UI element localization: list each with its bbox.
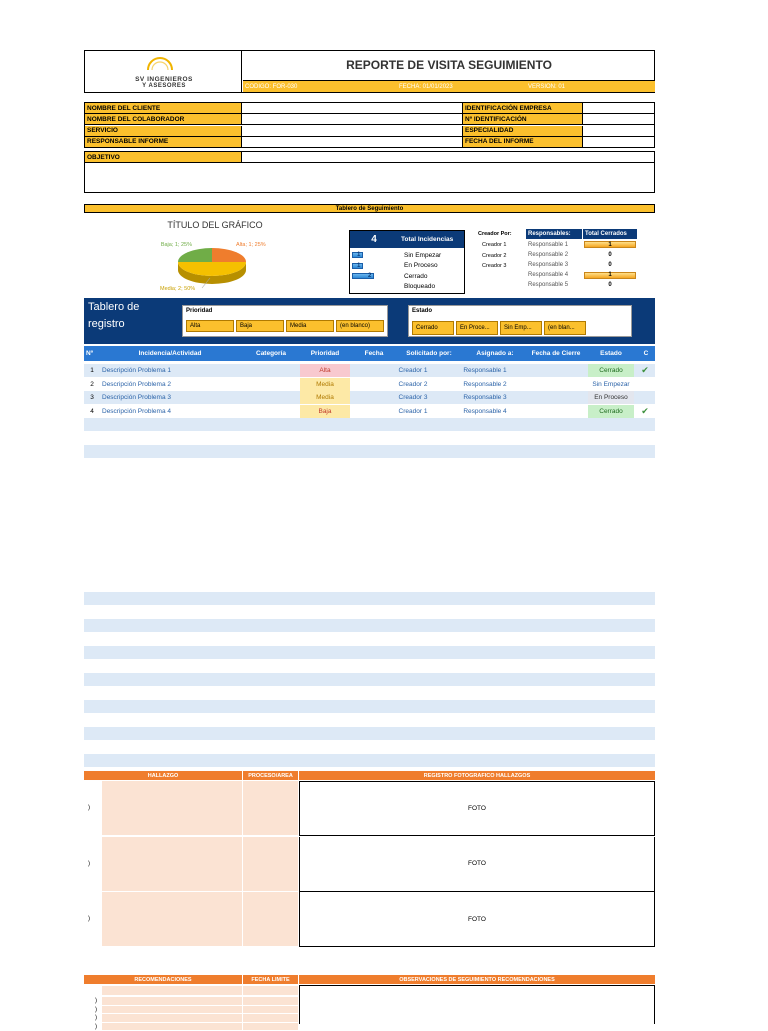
hallazgo-marker: ) [88, 916, 90, 922]
info-right-field[interactable] [583, 126, 654, 137]
row-priority[interactable]: Media [300, 378, 350, 391]
hallazgo-cell[interactable] [102, 892, 242, 946]
row-number: 2 [90, 380, 94, 388]
row-number: 3 [90, 394, 94, 401]
info-left-field[interactable] [242, 126, 462, 137]
empty-table-row[interactable] [84, 727, 655, 740]
check-icon: ✔ [641, 365, 649, 375]
cerrados-value: 0 [608, 282, 612, 289]
foto-placeholder[interactable]: FOTO [299, 781, 655, 836]
check-icon [638, 378, 652, 391]
recom-cell[interactable] [102, 1023, 242, 1031]
hallazgo-marker: ) [88, 805, 90, 811]
table-header-cell[interactable]: Incidencia/Actividad [138, 350, 202, 357]
total-value: 4 [350, 231, 398, 248]
info-right-label: Nº IDENTIFICACIÓN [462, 114, 583, 125]
info-right-field[interactable] [583, 114, 654, 125]
fecha-limite-cell[interactable] [243, 997, 298, 1005]
table-header-cell[interactable]: Nº [86, 350, 94, 357]
row-solicitado[interactable]: Creador 1 [398, 367, 428, 374]
creador-item: Creador 3 [482, 263, 507, 269]
logo [84, 50, 242, 93]
prioridad-option[interactable]: Baja [236, 320, 284, 332]
hallazgo-marker: ) [88, 860, 90, 867]
pie-label-baja: Baja; 1; 25% [160, 242, 192, 248]
header-date: FECHA: 01/01/2023 [397, 80, 526, 92]
recom-marker: ) [95, 1015, 97, 1021]
info-right-label: FECHA DEL INFORME [462, 137, 583, 148]
table-header-cell[interactable]: Prioridad [310, 350, 340, 357]
row-number: 1 [90, 367, 94, 374]
recom-marker: ) [95, 998, 97, 1004]
observaciones-box[interactable] [299, 985, 655, 1024]
proceso-cell[interactable] [243, 781, 298, 835]
status-label: En Proceso [404, 262, 438, 269]
proceso-cell[interactable] [243, 837, 298, 891]
recom-cell[interactable] [102, 997, 242, 1005]
row-asignado[interactable]: Responsable 3 [463, 394, 507, 401]
status-label: Bloqueado [404, 283, 436, 290]
pie-chart [130, 232, 350, 302]
total-label: Total Incidencias [398, 231, 464, 248]
estado-option[interactable]: (en blan... [544, 321, 586, 335]
objective-body[interactable] [84, 163, 655, 193]
row-description[interactable]: Descripción Problema 3 [102, 394, 172, 401]
info-right-field[interactable] [583, 103, 654, 114]
creador-header: Creador Por: [478, 230, 512, 237]
status-value: 1 [357, 262, 361, 269]
fecha-limite-cell[interactable] [243, 1006, 298, 1014]
proceso-cell[interactable] [243, 892, 298, 946]
info-left-field[interactable] [242, 103, 462, 114]
dashboard-title: Tablero de Seguimiento [84, 204, 655, 213]
pie-label-alta: Alta; 1; 25% [236, 242, 266, 248]
registro-title-1: Tablero de [88, 301, 140, 313]
cerrados-value: 1 [608, 272, 612, 279]
row-estado[interactable]: En Proceso [588, 391, 634, 404]
pie-label-media: Media; 2; 50% [160, 286, 196, 292]
foto-placeholder[interactable]: FOTO [299, 892, 655, 947]
header-version: VERSION: 01 [526, 80, 655, 92]
cerrados-header: Total Cerrados [583, 229, 637, 239]
empty-table-row[interactable] [84, 445, 655, 458]
table-header-cell[interactable]: Fecha [364, 350, 384, 357]
row-asignado[interactable]: Responsable 4 [463, 407, 507, 415]
row-description[interactable]: Descripción Problema 2 [102, 380, 172, 388]
row-solicitado[interactable]: Creador 2 [398, 380, 428, 388]
row-priority[interactable]: Media [300, 391, 350, 404]
status-value: 2 [368, 273, 372, 279]
responsable-item: Responsable 4 [528, 272, 569, 279]
empty-table-row[interactable] [84, 646, 655, 659]
logo-text-2: Y ASESORES [142, 83, 186, 89]
recomendaciones-header: RECOMENDACIONES [84, 975, 242, 984]
empty-table-row[interactable] [84, 754, 655, 767]
fecha-limite-cell[interactable] [243, 1014, 298, 1022]
row-asignado[interactable]: Responsable 1 [463, 367, 507, 374]
check-icon [638, 391, 652, 404]
objective-label: OBJETIVO [84, 151, 242, 163]
row-priority[interactable]: Baja [300, 405, 350, 418]
row-solicitado[interactable]: Creador 3 [398, 394, 428, 401]
logo-icon [140, 52, 180, 76]
info-right-label: IDENTIFICACIÓN EMPRESA [462, 103, 583, 114]
table-header-cell[interactable]: Estado [600, 350, 622, 357]
pie-slice-alta [212, 248, 246, 262]
registro-title-2: registro [88, 318, 125, 330]
prioridad-option[interactable]: Alta [186, 320, 234, 332]
recom-marker: ) [95, 1006, 97, 1013]
estado-option[interactable]: Sin Emp... [500, 321, 542, 335]
row-description[interactable]: Descripción Problema 1 [102, 367, 172, 374]
chart-title: TÍTULO DEL GRÁFICO [167, 220, 263, 230]
empty-table-row[interactable] [84, 673, 655, 686]
table-header-cell[interactable]: Solicitado por: [406, 350, 452, 357]
creador-item: Creador 2 [482, 252, 507, 259]
check-icon: ✔ [641, 405, 649, 416]
status-label: Sin Empezar [404, 251, 442, 259]
info-left-label: RESPONSABLE INFORME [85, 137, 242, 148]
hallazgo-cell[interactable] [102, 837, 242, 891]
prioridad-option[interactable]: (en blanco) [336, 320, 384, 332]
logo-text-1: SV INGENIEROS [135, 76, 193, 83]
cerrados-value: 1 [608, 241, 612, 248]
fecha-limite-header: FECHA LIMITE [243, 975, 298, 984]
estado-option[interactable]: Cerrado [412, 321, 454, 335]
empty-table-row[interactable] [84, 592, 655, 605]
observaciones-header: OBSERVACIONES DE SEGUIMIENTO RECOMENDACIONES [299, 975, 655, 984]
empty-table-row[interactable] [84, 619, 655, 632]
info-left-label: NOMBRE DEL COLABORADOR [85, 114, 242, 125]
fecha-limite-cell[interactable] [243, 1023, 298, 1031]
recom-marker: ) [95, 1023, 97, 1030]
table-header-cell[interactable]: Asignado a: [476, 350, 514, 357]
row-estado[interactable]: Cerrado [588, 364, 634, 377]
empty-table-row[interactable] [84, 418, 655, 431]
foto-placeholder[interactable]: FOTO [299, 837, 655, 892]
info-left-field[interactable] [242, 114, 462, 125]
prioridad-slicer-label: Prioridad [186, 308, 213, 314]
info-left-label: NOMBRE DEL CLIENTE [85, 103, 242, 114]
page-title: REPORTE DE VISITA SEGUIMIENTO [346, 57, 552, 72]
row-estado[interactable]: Cerrado [588, 405, 634, 418]
recom-cell[interactable] [102, 1014, 242, 1022]
recom-cell[interactable] [102, 986, 242, 995]
info-left-field[interactable] [242, 137, 462, 148]
info-right-field[interactable] [583, 137, 654, 148]
table-header-cell[interactable]: Categoría [256, 350, 286, 357]
responsable-item: Responsable 5 [528, 282, 569, 289]
row-estado[interactable]: Sin Empezar [588, 378, 634, 391]
header-code: CODIGO: FOR-030 [243, 80, 397, 92]
row-priority[interactable]: Alta [300, 364, 350, 377]
recom-cell[interactable] [102, 1006, 242, 1014]
status-label: Cerrado [404, 272, 428, 280]
responsables-header: Responsables: [526, 229, 582, 239]
cerrados-value: 0 [608, 261, 612, 268]
objective-field[interactable] [242, 151, 655, 163]
hallazgo-header: HALLAZGO [84, 771, 242, 780]
table-header-cell[interactable]: C [643, 350, 649, 357]
estado-option[interactable]: En Proce... [456, 321, 498, 335]
table-header-cell[interactable]: Fecha de Cierre [531, 350, 581, 357]
registro-foto-header: REGISTRO FOTOGRAFICO HALLAZGOS [299, 771, 655, 780]
responsable-item: Responsable 3 [528, 261, 569, 268]
row-solicitado[interactable]: Creador 1 [398, 407, 428, 415]
row-number: 4 [90, 407, 94, 415]
info-right-label: ESPECIALIDAD [462, 126, 583, 137]
estado-slicer-label: Estado [412, 308, 433, 314]
responsable-item: Responsable 2 [528, 251, 569, 258]
empty-table-row[interactable] [84, 700, 655, 713]
info-left-label: SERVICIO [85, 126, 242, 137]
row-asignado[interactable]: Responsable 2 [463, 380, 507, 388]
hallazgo-cell[interactable] [102, 781, 242, 835]
proceso-header: PROCESO/AREA [243, 771, 298, 780]
status-value: 1 [357, 252, 361, 258]
fecha-limite-cell[interactable] [243, 986, 298, 995]
creador-item: Creador 1 [482, 242, 507, 248]
cerrados-value: 0 [608, 251, 612, 258]
prioridad-option[interactable]: Media [286, 320, 334, 332]
pie-slice-baja [178, 248, 212, 262]
responsable-item: Responsable 1 [528, 241, 569, 248]
row-description[interactable]: Descripción Problema 4 [102, 407, 172, 415]
